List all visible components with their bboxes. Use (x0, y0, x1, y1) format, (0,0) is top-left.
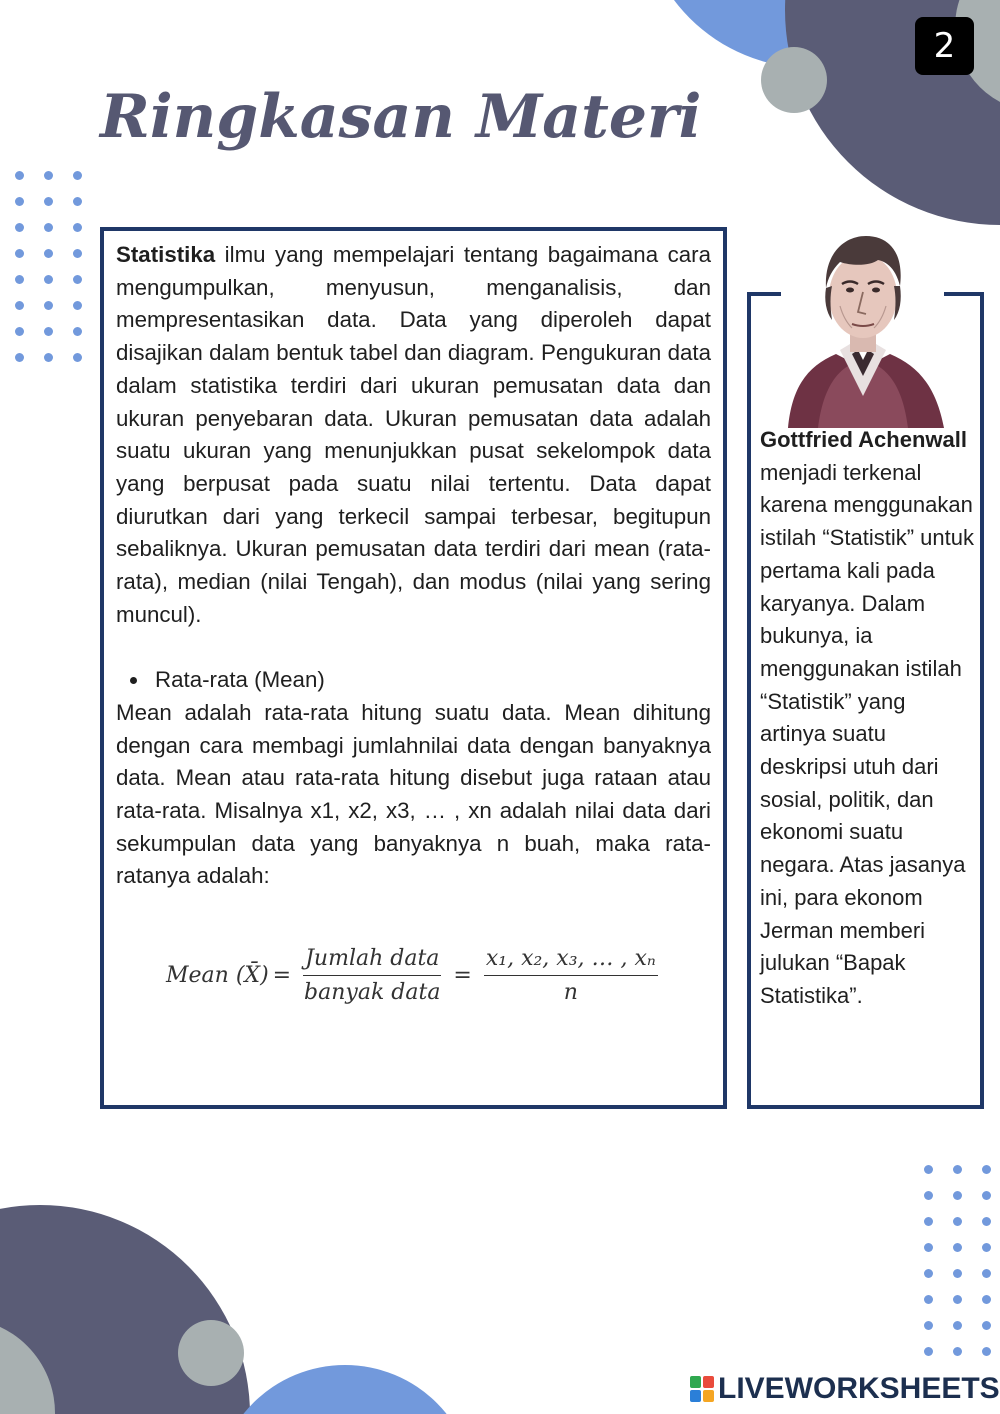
bullet-label: Rata-rata (Mean) (155, 667, 325, 693)
mean-paragraph: Mean adalah rata-rata hitung suatu data. Mean dihitung dengan cara membagi jumlahnilai data dengan banyaknya data. Mean atau rata-rata hitung disebut juga rataan atau rata-rata. Misalnya x1, x2, x3, … , xn adalah nilai data dari sekumpulan data yang banyaknya n buah, maka rata-ratanya adalah: (116, 699, 711, 889)
formula-equals-1: = (272, 963, 292, 988)
page-number-badge: 2 (915, 17, 974, 75)
bullet-item-mean (116, 664, 711, 697)
page-title: Ringkasan Materi (100, 82, 702, 152)
person-name: Gottfried Achenwall (760, 427, 967, 452)
mean-formula (166, 946, 666, 1005)
intro-paragraph (116, 239, 711, 631)
fraction-1-numerator: Jumlah data (303, 946, 441, 976)
decor-circle-gray-bottom-small (178, 1320, 244, 1386)
portrait-image (778, 226, 948, 428)
decor-circle-gray-small (761, 47, 827, 113)
main-content-text (116, 239, 711, 893)
intro-term: Statistika (116, 242, 216, 267)
liveworksheets-logo-icon (690, 1376, 714, 1402)
formula-fraction-2 (484, 946, 658, 1005)
intro-text: ilmu yang mempelajari tentang bagaimana cara mengumpulkan, menyusun, menganalisis, dan mempresentasikan data. Data yang diperoleh dapat disajikan dalam bentuk tabel dan diagram. Pengukuran data dalam statistika terdiri dari ukuran pemusatan data dan ukuran penyebaran data. Ukuran pemusatan data adalah suatu ukuran yang menunjukkan pusat sekelompok data yang berpusat pada suatu nilai tertentu. Data dapat diurutkan dari yang terkecil sampai terbesar, begitupun sebaliknya. Ukuran pemusatan data terdiri dari mean (rata-rata), median (nilai Tengah), dan modus (nilai yang sering muncul). (116, 242, 711, 627)
person-description: menjadi terkenal karena menggunakan istilah “Statistik” untuk pertama kali pada karyanya. Dalam bukunya, ia menggunakan istilah “Statistik” yang artinya suatu deskripsi utuh dari sosial, politik, dan ekonomi suatu negara. Atas jasanya ini, para ekonom Jerman memberi julukan “Bapak Statistika”. (760, 459, 974, 1008)
decor-dot-grid-left (15, 171, 82, 362)
sidebar-text (760, 424, 976, 1013)
fraction-2-denominator: n (563, 980, 578, 1005)
bullet-icon (130, 677, 137, 684)
sidebar-border-top-left (747, 292, 781, 296)
liveworksheets-logo-text: LIVEWORKSHEETS (718, 1372, 1000, 1405)
decor-circle-blue-bottom (215, 1365, 475, 1414)
fraction-1-denominator: banyak data (304, 980, 441, 1005)
fraction-2-numerator: x₁, x₂, x₃, … , xₙ (484, 946, 658, 976)
formula-lhs: Mean (X̄) (166, 963, 269, 988)
formula-equals-2: = (453, 963, 472, 988)
formula-fraction-1 (303, 946, 441, 1005)
decor-dot-grid-right (924, 1165, 991, 1356)
sidebar-border-top-right (944, 292, 984, 296)
liveworksheets-logo (690, 1372, 1000, 1406)
